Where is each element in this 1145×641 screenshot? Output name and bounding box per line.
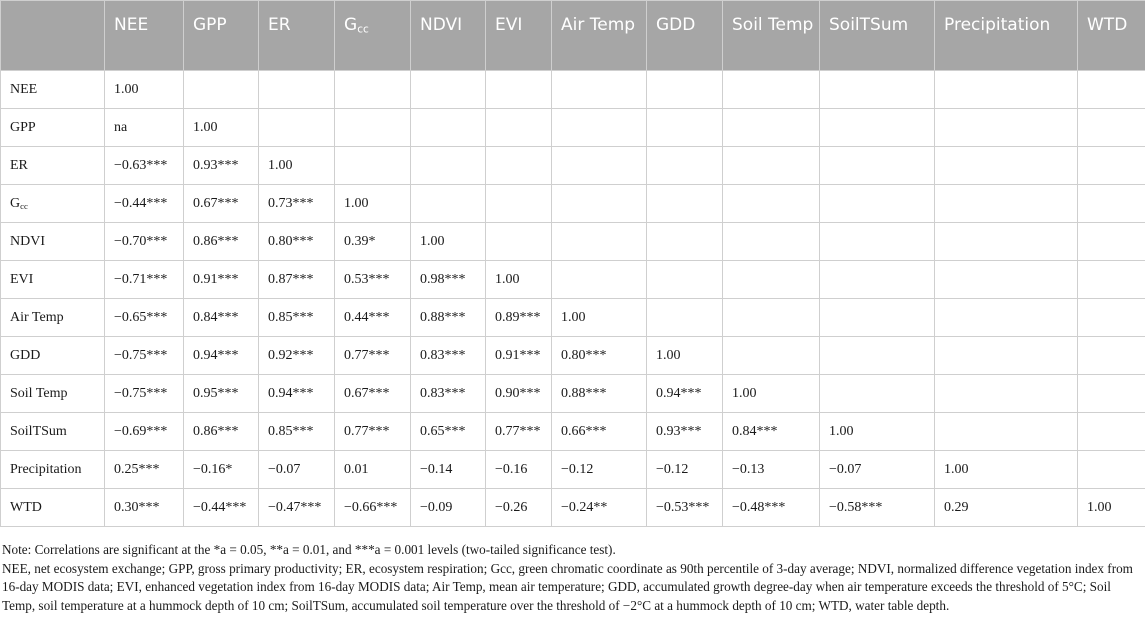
table-cell: 0.91*** [486,337,552,375]
row-label: SoilTSum [1,413,105,451]
table-cell: −0.66*** [335,489,411,527]
table-cell: 0.83*** [411,337,486,375]
table-cell: −0.12 [647,451,723,489]
table-row [1,413,1145,451]
table-cell: 0.89*** [486,299,552,337]
table-body [1,71,1145,527]
column-header: GPP [184,1,259,71]
table-cell [723,337,820,375]
significance-note: Note: Correlations are significant at the *a = 0.05, **a = 0.01, and ***a = 0.001 levels (two-tailed significance test). [2,542,616,557]
column-header: GDD [647,1,723,71]
column-header: SoilTSum [820,1,935,71]
table-cell: −0.13 [723,451,820,489]
table-cell: 0.77*** [335,337,411,375]
table-cell [935,223,1078,261]
table-cell: 0.77*** [486,413,552,451]
table-cell [647,147,723,185]
table-cell [486,71,552,109]
table-cell [486,147,552,185]
row-label: GDD [1,337,105,375]
table-cell: 0.86*** [184,223,259,261]
table-cell: 0.98*** [411,261,486,299]
table-cell: 0.95*** [184,375,259,413]
table-cell: −0.75*** [105,337,184,375]
table-cell [552,261,647,299]
abbreviations-note: NEE, net ecosystem exchange; GPP, gross primary productivity; ER, ecosystem respiration; Gcc, green chromatic coordinate as 90th percentile of 3-day average; NDVI, normalized difference vegetation index from 16-day MODIS data; EVI, enhanced vegetation index from 16-day MODIS data; Air Temp, mean air temperature; GDD, accumulated growth degree-day when air temperature exceeds the threshold of 5°C; Soil Temp, soil temperature at a hummock depth of 10 cm; SoilTSum, accumulated soil temperature over the threshold of −2°C at a hummock depth of 10 cm; WTD, water table depth. [2,560,1133,613]
table-cell: −0.07 [259,451,335,489]
table-cell [820,223,935,261]
table-cell [935,375,1078,413]
table-cell [411,185,486,223]
table-cell [1078,299,1145,337]
table-cell [935,299,1078,337]
table-cell [647,109,723,147]
table-cell: 0.66*** [552,413,647,451]
table-cell: −0.58*** [820,489,935,527]
row-label: EVI [1,261,105,299]
table-cell: −0.09 [411,489,486,527]
table-cell: 0.92*** [259,337,335,375]
table-row [1,109,1145,147]
table-cell [486,223,552,261]
header-row [1,1,1145,71]
table-cell [411,147,486,185]
table-cell [935,413,1078,451]
column-header: EVI [486,1,552,71]
column-header: WTD [1078,1,1145,71]
table-cell: 1.00 [184,109,259,147]
column-header: NDVI [411,1,486,71]
table-cell [935,109,1078,147]
table-cell [552,223,647,261]
table-cell [552,109,647,147]
column-header: Air Temp [552,1,647,71]
table-cell [1078,337,1145,375]
table-cell [335,109,411,147]
table-cell: 0.93*** [184,147,259,185]
table-cell [486,185,552,223]
table-cell [1078,147,1145,185]
table-cell [723,147,820,185]
table-cell [411,109,486,147]
table-cell [552,185,647,223]
table-row [1,71,1145,109]
table-cell: −0.26 [486,489,552,527]
column-header: Soil Temp [723,1,820,71]
table-cell: 0.44*** [335,299,411,337]
table-cell: 1.00 [411,223,486,261]
table-cell: 0.94*** [184,337,259,375]
table-cell: −0.44*** [184,489,259,527]
table-cell [184,71,259,109]
table-cell [820,261,935,299]
table-cell: 0.67*** [184,185,259,223]
table-cell [1078,185,1145,223]
table-cell: 0.83*** [411,375,486,413]
table-cell [723,185,820,223]
table-cell: 1.00 [259,147,335,185]
table-cell [723,71,820,109]
table-cell [723,223,820,261]
table-cell [820,299,935,337]
table-cell [552,71,647,109]
row-label: $G_{cc}$ [1,185,105,223]
table-cell [935,71,1078,109]
table-cell [935,185,1078,223]
table-cell: 0.65*** [411,413,486,451]
table-cell: 1.00 [935,451,1078,489]
table-cell [259,71,335,109]
table-cell [935,337,1078,375]
table-cell: −0.47*** [259,489,335,527]
table-cell: 0.91*** [184,261,259,299]
table-cell: 0.94*** [259,375,335,413]
table-cell: 0.84*** [723,413,820,451]
table-cell: −0.44*** [105,185,184,223]
table-cell [486,109,552,147]
table-cell [1078,375,1145,413]
table-cell: 0.80*** [552,337,647,375]
table-cell [1078,109,1145,147]
row-label: GPP [1,109,105,147]
table-cell: 0.80*** [259,223,335,261]
table-cell: 0.01 [335,451,411,489]
table-cell: −0.63*** [105,147,184,185]
row-label: NDVI [1,223,105,261]
table-cell: −0.53*** [647,489,723,527]
table-cell [647,299,723,337]
table-cell: 0.73*** [259,185,335,223]
table-cell: 0.93*** [647,413,723,451]
column-header: NEE [105,1,184,71]
table-cell: −0.69*** [105,413,184,451]
table-cell [723,261,820,299]
table-cell [935,261,1078,299]
table-row [1,261,1145,299]
table-cell [723,109,820,147]
table-cell [820,109,935,147]
table-cell [935,147,1078,185]
table-row [1,185,1145,223]
row-label: Air Temp [1,299,105,337]
row-label: Precipitation [1,451,105,489]
table-footnotes [2,541,1142,615]
table-cell [820,337,935,375]
table-cell: −0.75*** [105,375,184,413]
table-cell: 1.00 [486,261,552,299]
table-row [1,375,1145,413]
table-cell [820,147,935,185]
table-cell [552,147,647,185]
table-cell: 1.00 [335,185,411,223]
table-cell: na [105,109,184,147]
column-header: ER [259,1,335,71]
table-cell [411,71,486,109]
table-cell: 0.85*** [259,413,335,451]
table-cell: 1.00 [1078,489,1145,527]
column-header: $G_{cc}$ [335,1,411,71]
table-cell: 0.29 [935,489,1078,527]
table-cell [647,223,723,261]
table-cell: 0.94*** [647,375,723,413]
table-cell [647,261,723,299]
table-cell: −0.65*** [105,299,184,337]
table-cell [647,71,723,109]
table-cell [723,299,820,337]
table-cell: 0.88*** [552,375,647,413]
table-cell: −0.14 [411,451,486,489]
table-cell: 0.53*** [335,261,411,299]
table-cell: −0.16 [486,451,552,489]
table-row [1,299,1145,337]
table-cell: −0.48*** [723,489,820,527]
table-cell: 1.00 [820,413,935,451]
table-cell: 0.39* [335,223,411,261]
column-header: Precipitation [935,1,1078,71]
table-row [1,451,1145,489]
row-label: NEE [1,71,105,109]
table-cell: 1.00 [105,71,184,109]
table-cell: 0.25*** [105,451,184,489]
table-cell: 0.88*** [411,299,486,337]
table-cell [647,185,723,223]
table-cell [820,71,935,109]
table-cell: −0.70*** [105,223,184,261]
table-cell: −0.71*** [105,261,184,299]
table-cell: 1.00 [723,375,820,413]
table-cell: 0.86*** [184,413,259,451]
table-cell [1078,451,1145,489]
table-cell [259,109,335,147]
column-header [1,1,105,71]
row-label: Soil Temp [1,375,105,413]
table-cell [1078,223,1145,261]
table-cell: −0.07 [820,451,935,489]
table-cell [1078,413,1145,451]
table-cell: 0.87*** [259,261,335,299]
table-cell: 1.00 [552,299,647,337]
table-row [1,223,1145,261]
table-row [1,147,1145,185]
table-cell [1078,261,1145,299]
row-label: WTD [1,489,105,527]
table-cell: 0.85*** [259,299,335,337]
table-cell [335,147,411,185]
table-cell: 0.90*** [486,375,552,413]
table-cell: −0.24** [552,489,647,527]
table-cell: 0.30*** [105,489,184,527]
table-cell [820,375,935,413]
table-row [1,489,1145,527]
table-cell: 0.84*** [184,299,259,337]
table-cell: 0.67*** [335,375,411,413]
row-label: ER [1,147,105,185]
table-cell [335,71,411,109]
table-cell: −0.16* [184,451,259,489]
table-cell [1078,71,1145,109]
table-cell: 0.77*** [335,413,411,451]
table-row [1,337,1145,375]
table-cell: −0.12 [552,451,647,489]
table-cell [820,185,935,223]
table-cell: 1.00 [647,337,723,375]
